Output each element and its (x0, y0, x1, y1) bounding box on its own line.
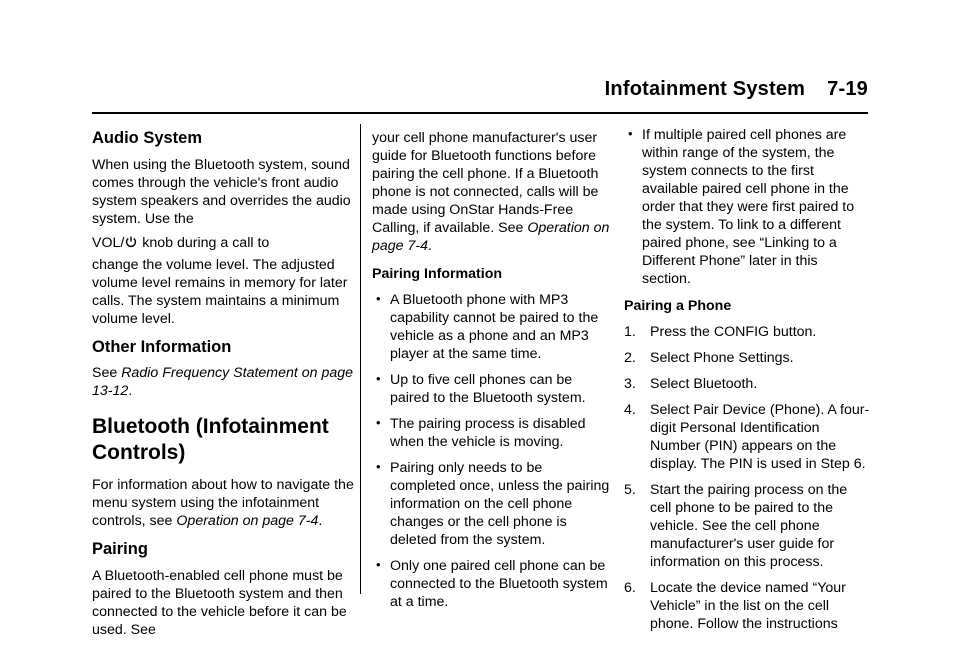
pairing-a-phone-heading: Pairing a Phone (624, 298, 732, 314)
continued-paragraph: your cell phone manufacturer's user guide for Bluetooth functions before pairing the cell phone. If a Bluetooth phone is not connected, calls will be made using OnStar Hands-Free Calling, if available. See Operation on page 7-4. (372, 130, 610, 254)
step-item: 6. Locate the device named “Your Vehicle” in the list on the cell phone. Follow the instructions (624, 580, 846, 632)
audio-system-paragraph: When using the Bluetooth system, sound comes through the vehicle's front audio system speakers and overrides the audio system. Use the VOL/ knob during a call to change the volume level. The adjusted volume level remains in memory for later calls. The system maintains a minimum volume level. (92, 156, 354, 328)
step-item: 5. Start the pairing process on the cell phone to be paired to the vehicle. See the cell phone manufacturer's user guide for information on this process. (624, 482, 848, 570)
step-item: 3. Select Bluetooth. (624, 376, 758, 392)
audio-system-heading: Audio System (92, 129, 203, 147)
operation-link[interactable]: Operation on page 7-4 (372, 220, 610, 254)
step-item: 1. Press the CONFIG button. (624, 324, 817, 340)
column-2 (372, 112, 610, 611)
radio-frequency-link[interactable]: Radio Frequency Statement on page 13-12 (92, 365, 354, 399)
list-item: • If multiple paired cell phones are within range of the system, the system connects to the first available paired cell phone in the order that they were first paired to the system. To link to a different paired phone, see “Linking to a Different Phone” later in this section. (624, 126, 870, 288)
list-item: • Up to five cell phones can be paired to the Bluetooth system. (372, 371, 610, 407)
column-1 (92, 112, 354, 639)
power-icon (125, 236, 137, 248)
pairing-paragraph: A Bluetooth-enabled cell phone must be paired to the Bluetooth system and then connected to the vehicle before it can be used. See (92, 568, 347, 638)
list-item: • The pairing process is disabled when the vehicle is moving. (372, 415, 610, 451)
list-item: • A Bluetooth phone with MP3 capability cannot be paired to the vehicle as a phone and an MP3 player at the same time. (372, 291, 610, 363)
step-item: 2. Select Phone Settings. (624, 350, 794, 366)
pairing-heading: Pairing (92, 540, 148, 558)
column-divider (360, 124, 361, 594)
list-item: • Pairing only needs to be completed once, unless the pairing information on the cell phone changes or the cell phone is deleted from the system. (372, 459, 610, 549)
pairing-information-list (372, 291, 610, 611)
volume-knob-line: VOL/ knob during a call to (92, 235, 270, 251)
bluetooth-section-heading: Bluetooth (Infotainment Controls) (92, 415, 329, 464)
other-information-heading: Other Information (92, 338, 232, 356)
page-number: 7-19 (827, 78, 868, 100)
list-item: • Only one paired cell phone can be connected to the Bluetooth system at a time. (372, 557, 610, 611)
bluetooth-paragraph: For information about how to navigate the menu system using the infotainment controls, see Operation on page 7-4. (92, 477, 354, 529)
column-3 (624, 112, 870, 633)
pairing-steps-list (624, 323, 870, 633)
operation-link[interactable]: Operation on page 7-4 (176, 513, 319, 529)
other-information-paragraph: See Radio Frequency Statement on page 13-12. (92, 365, 354, 399)
pairing-information-heading: Pairing Information (372, 266, 503, 282)
multiple-phones-list (624, 126, 870, 288)
page-header (605, 78, 868, 101)
section-title: Infotainment System (604, 78, 806, 100)
step-item: 4. Select Pair Device (Phone). A four-digit Personal Identification Number (PIN) appears on the display. The PIN is used in Step 6. (624, 402, 870, 472)
